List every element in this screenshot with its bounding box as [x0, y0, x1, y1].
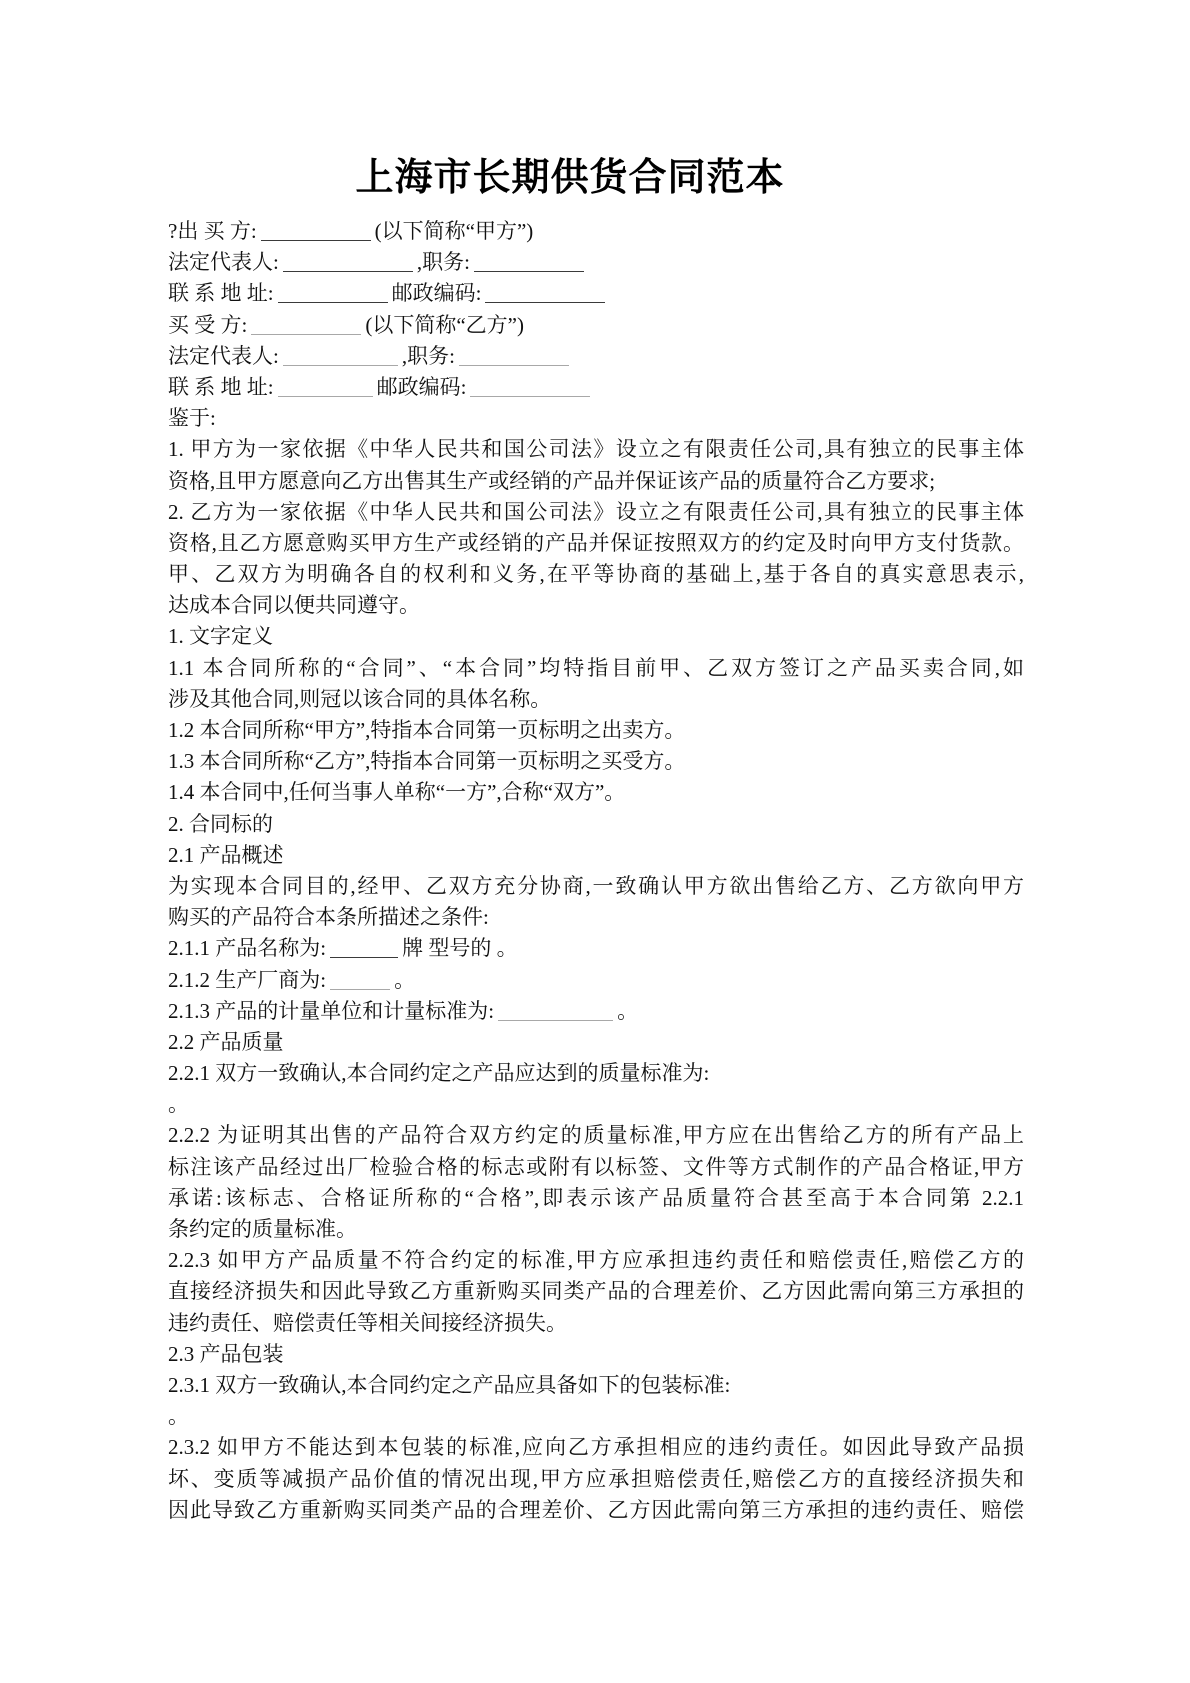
text-line	[168, 621, 1024, 652]
text-line	[168, 278, 1024, 309]
text-segment: 1. 甲方为一家依据《中华人民共和国公司法》设立之有限责任公司,具有独立的民事主体	[168, 437, 1024, 462]
text-segment: (以下简称“乙方”)	[365, 312, 524, 337]
text-line	[168, 466, 1024, 497]
text-segment: ,职务:	[416, 250, 470, 275]
text-line	[168, 840, 1024, 871]
text-line	[168, 715, 1024, 746]
text-segment: 法定代表人:	[168, 250, 279, 275]
text-segment: 1. 文字定义	[168, 624, 273, 649]
text-segment: 2. 合同标的	[168, 811, 273, 836]
text-segment: 法定代表人:	[168, 343, 279, 368]
text-line	[168, 1339, 1024, 1370]
text-line	[168, 653, 1024, 684]
text-segment: 2.2 产品质量	[168, 1029, 284, 1054]
text-segment: 资格,且甲方愿意向乙方出售其生产或经销的产品并保证该产品的质量符合乙方要求;	[168, 468, 936, 493]
text-segment: 。	[394, 967, 416, 992]
text-segment: 条约定的质量标准。	[168, 1217, 357, 1241]
text-segment: 2.3.2 如甲方不能达到本包装的标准,应向乙方承担相应的违约责任。如因此导致产品损	[168, 1435, 1024, 1460]
text-line	[168, 528, 1024, 559]
text-segment: 资格,且乙方愿意购买甲方生产或经销的产品并保证按照双方的约定及时向甲方支付货款。	[168, 530, 1024, 555]
blank-underline-field	[283, 346, 398, 366]
text-line	[168, 1370, 1024, 1401]
text-line	[168, 871, 1024, 902]
text-line	[168, 965, 1024, 996]
text-segment: ,职务:	[401, 343, 455, 368]
text-segment: 承诺:该标志、合格证所称的“合格”,即表示该产品质量符合甚至高于本合同第 2.2.1	[168, 1185, 1024, 1210]
text-segment: 2.1.1 产品名称为:	[168, 936, 327, 961]
text-segment: 。	[168, 1092, 189, 1117]
text-segment: 2.3 产品包装	[168, 1341, 284, 1366]
text-segment: 达成本合同以便共同遵守。	[168, 593, 420, 618]
text-segment: 。	[168, 1404, 189, 1429]
blank-underline-field	[470, 377, 590, 397]
text-line	[168, 933, 1024, 964]
text-segment: 联 系 地 址:	[168, 281, 274, 306]
text-line	[168, 310, 1024, 341]
text-segment: 牌 型号的 。	[402, 936, 518, 961]
text-line	[168, 559, 1024, 590]
text-line	[168, 1214, 1024, 1245]
text-line	[168, 1464, 1024, 1495]
text-line	[168, 1152, 1024, 1183]
text-segment: 2.3.1 双方一致确认,本合同约定之产品应具备如下的包装标准:	[168, 1372, 731, 1397]
text-segment: 2.2.3 如甲方产品质量不符合约定的标准,甲方应承担违约责任和赔偿责任,赔偿乙方的	[168, 1248, 1024, 1273]
text-line	[168, 341, 1024, 372]
blank-underline-field	[474, 252, 584, 272]
text-line	[168, 403, 1024, 434]
text-segment: 邮政编码:	[376, 374, 467, 399]
text-segment: 买 受 方:	[168, 312, 248, 337]
text-line	[168, 746, 1024, 777]
text-line	[168, 809, 1024, 840]
text-segment: 联 系 地 址:	[168, 374, 274, 399]
text-segment: 1.2 本合同所称“甲方”,特指本合同第一页标明之出卖方。	[168, 718, 686, 742]
blank-underline-field	[330, 970, 390, 990]
text-segment: 直接经济损失和因此导致乙方重新购买同类产品的合理差价、乙方因此需向第三方承担的	[168, 1279, 1024, 1304]
text-line	[168, 777, 1024, 808]
text-line	[168, 1432, 1024, 1463]
text-line	[168, 684, 1024, 715]
text-segment: 1.3 本合同所称“乙方”,特指本合同第一页标明之买受方。	[168, 749, 686, 774]
text-line	[168, 1495, 1024, 1526]
text-line	[168, 1308, 1024, 1339]
text-segment: 2.1.2 生产厂商为:	[168, 967, 327, 992]
text-segment: 2.1 产品概述	[168, 842, 284, 867]
text-segment: 2. 乙方为一家依据《中华人民共和国公司法》设立之有限责任公司,具有独立的民事主体	[168, 499, 1024, 524]
text-line	[168, 1183, 1024, 1214]
blank-underline-field	[283, 252, 413, 272]
text-segment: (以下简称“甲方”)	[374, 219, 534, 243]
text-segment: 。	[617, 998, 639, 1023]
text-line	[168, 1401, 1024, 1432]
text-segment: 涉及其他合同,则冠以该合同的具体名称。	[168, 686, 552, 711]
text-segment: 鉴于:	[168, 406, 216, 431]
text-line	[168, 590, 1024, 621]
blank-underline-field	[251, 315, 361, 335]
blank-underline-field	[459, 346, 569, 366]
text-line	[168, 247, 1024, 278]
text-line	[168, 216, 1024, 247]
text-segment: 邮政编码:	[391, 281, 482, 306]
text-segment: 2.2.2 为证明其出售的产品符合双方约定的质量标准,甲方应在出售给乙方的所有产品上	[168, 1123, 1024, 1148]
text-segment: 标注该产品经过出厂检验合格的标志或附有以标签、文件等方式制作的产品合格证,甲方	[168, 1154, 1024, 1179]
text-segment: 购买的产品符合本条所描述之条件:	[168, 905, 489, 930]
text-line	[168, 996, 1024, 1027]
text-line	[168, 497, 1024, 528]
text-line	[168, 372, 1024, 403]
text-segment: 因此导致乙方重新购买同类产品的合理差价、乙方因此需向第三方承担的违约责任、赔偿	[168, 1497, 1024, 1522]
text-line	[168, 1027, 1024, 1058]
text-segment: 甲、乙双方为明确各自的权利和义务,在平等协商的基础上,基于各自的真实意思表示,	[168, 562, 1024, 587]
text-line	[168, 1245, 1024, 1276]
text-segment: 1.4 本合同中,任何当事人单称“一方”,合称“双方”。	[168, 780, 626, 805]
blank-underline-field	[278, 377, 373, 397]
document-title: 上海市长期供货合同范本	[355, 157, 785, 199]
blank-underline-field	[498, 1001, 613, 1021]
text-segment: 为实现本合同目的,经甲、乙双方充分协商,一致确认甲方欲出售给乙方、乙方欲向甲方	[168, 873, 1024, 898]
text-line	[168, 1120, 1024, 1151]
text-line	[168, 1276, 1024, 1307]
text-segment: 违约责任、赔偿责任等相关间接经济损失。	[168, 1310, 567, 1335]
blank-underline-field	[278, 283, 388, 303]
text-line	[168, 902, 1024, 933]
text-segment: 2.1.3 产品的计量单位和计量标准为:	[168, 998, 495, 1023]
document-body	[168, 216, 1024, 1526]
text-line	[168, 1058, 1024, 1089]
text-segment: ?出 买 方:	[168, 219, 257, 243]
text-segment: 1.1 本合同所称的“合同”、“本合同”均特指目前甲、乙双方签订之产品买卖合同,如	[168, 655, 1024, 680]
blank-underline-field	[330, 938, 398, 958]
blank-underline-field	[485, 283, 605, 303]
blank-underline-field	[261, 221, 371, 241]
text-segment: 坏、变质等减损产品价值的情况出现,甲方应承担赔偿责任,赔偿乙方的直接经济损失和	[168, 1466, 1024, 1491]
text-line	[168, 1089, 1024, 1120]
text-line	[168, 434, 1024, 465]
text-segment: 2.2.1 双方一致确认,本合同约定之产品应达到的质量标准为:	[168, 1061, 710, 1086]
